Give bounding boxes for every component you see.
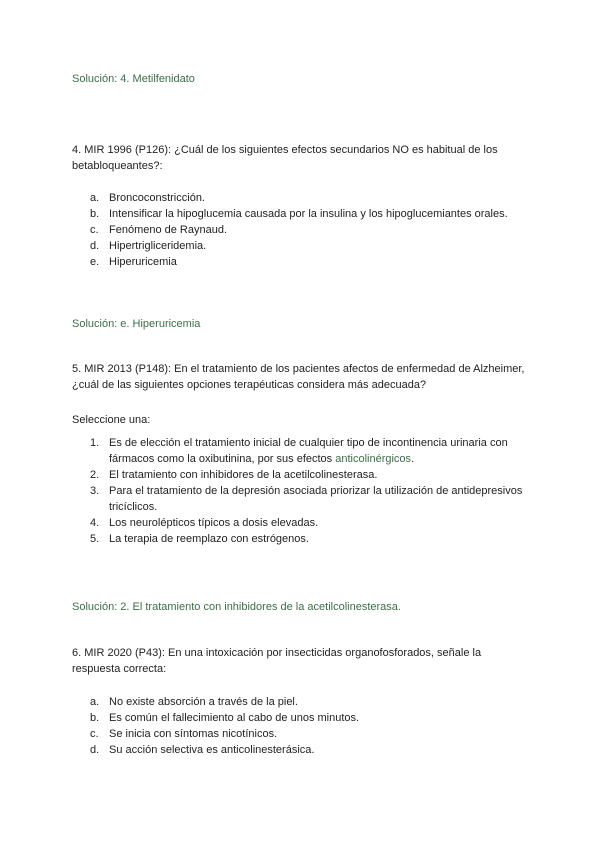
option-text-tail: . (411, 453, 415, 465)
option-item (72, 710, 532, 726)
option-text: Su acción selectiva es anticolinesterásica. (109, 744, 315, 756)
option-marker: 4. (90, 517, 100, 529)
option-text: Es común el fallecimiento al cabo de unos minutos. (109, 712, 360, 724)
solution-q5: Solución: 2. El tratamiento con inhibidores de la acetilcolinesterasa. (72, 601, 401, 613)
question-6-options (72, 694, 532, 758)
question-4-text: 4. MIR 1996 (P126): ¿Cuál de los siguientes efectos secundarios NO es habitual de los betabloqueantes?: (72, 144, 498, 172)
option-text: Broncoconstricción. (109, 192, 205, 204)
option-item (72, 254, 532, 270)
option-text: Para el tratamiento de la depresión asociada priorizar la utilización de antidepresivos tricíclicos. (109, 485, 523, 513)
option-item (72, 467, 532, 483)
option-marker: c. (90, 224, 99, 236)
question-5-text: 5. MIR 2013 (P148): En el tratamiento de los pacientes afectos de enfermedad de Alzheimer, ¿cuál de las siguientes opciones terapéuticas considera más adecuada? (72, 363, 525, 391)
option-marker: a. (90, 192, 100, 204)
option-text: Es de elección el tratamiento inicial de cualquier tipo de incontinencia urinaria con fármacos como la oxibutinina, por sus efectos (109, 437, 508, 465)
option-marker: 1. (90, 437, 100, 449)
option-item (72, 694, 532, 710)
option-text: No existe absorción a través de la piel. (109, 696, 298, 708)
highlight-term: anticolinérgicos (335, 453, 412, 465)
option-marker: e. (90, 256, 100, 268)
option-text: Fenómeno de Raynaud. (109, 224, 228, 236)
option-item (72, 190, 532, 206)
option-marker: b. (90, 208, 100, 220)
question-4-options (72, 190, 532, 270)
option-marker: 3. (90, 485, 100, 497)
option-item (72, 742, 532, 758)
option-item (72, 483, 532, 515)
option-item (72, 726, 532, 742)
option-text: Hipertrigliceridemia. (109, 240, 207, 252)
option-text: El tratamiento con inhibidores de la acetilcolinesterasa. (109, 469, 378, 481)
question-6-text: 6. MIR 2020 (P43): En una intoxicación por insecticidas organofosforados, señale la respuesta correcta: (72, 647, 482, 675)
option-marker: d. (90, 744, 100, 756)
option-text: Hiperuricemia (109, 256, 177, 268)
option-marker: 5. (90, 533, 100, 545)
option-marker: d. (90, 240, 100, 252)
option-item (72, 515, 532, 531)
option-item (72, 238, 532, 254)
option-item (72, 435, 532, 467)
select-prompt: Seleccione una: (72, 414, 151, 426)
option-marker: c. (90, 728, 99, 740)
option-text: Intensificar la hipoglucemia causada por la insulina y los hipoglucemiantes orales. (109, 208, 508, 220)
option-item (72, 222, 532, 238)
solution-q3: Solución: 4. Metilfenidato (72, 73, 195, 85)
option-item (72, 531, 532, 547)
option-text: La terapia de reemplazo con estrógenos. (109, 533, 309, 545)
option-marker: b. (90, 712, 100, 724)
question-5-options (72, 435, 532, 547)
option-text: Se inicia con síntomas nicotínicos. (109, 728, 278, 740)
option-marker: 2. (90, 469, 100, 481)
option-marker: a. (90, 696, 100, 708)
option-text: Los neurolépticos típicos a dosis elevadas. (109, 517, 319, 529)
solution-q4: Solución: e. Hiperuricemia (72, 318, 201, 330)
option-item (72, 206, 532, 222)
